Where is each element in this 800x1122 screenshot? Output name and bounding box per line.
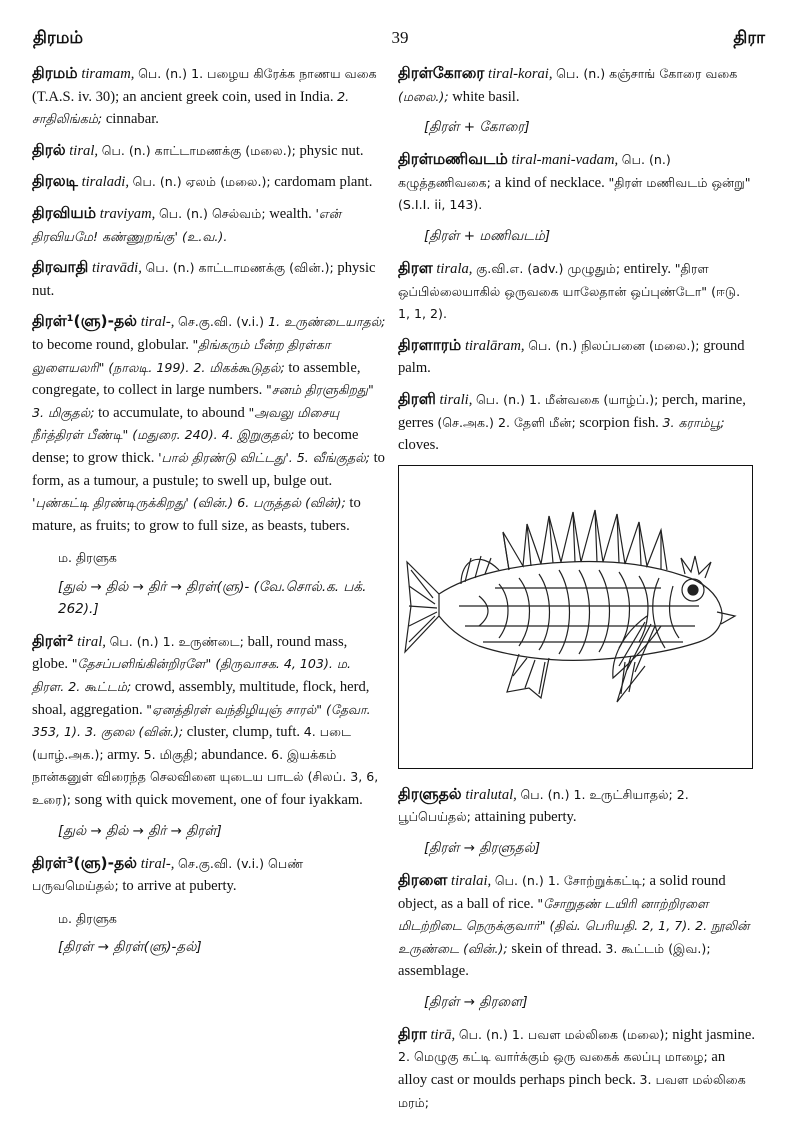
entry-text: பெ. (n.) ஏலம் bbox=[132, 174, 221, 190]
entry-text: 3. கராம்பூ; bbox=[662, 414, 725, 430]
headword: திரள்² bbox=[32, 631, 74, 650]
entry-text: (மலை.); bbox=[220, 174, 271, 190]
entry-text: to accumulate, to abound bbox=[94, 404, 249, 421]
entry-text: 1. உருட்சியாதல்; 2. பூப்பெய்தல்; bbox=[398, 786, 689, 825]
entry-text: attaining puberty. bbox=[470, 809, 577, 826]
dictionary-entry bbox=[398, 1023, 756, 1114]
scorpion-fish-drawing bbox=[399, 466, 751, 766]
dictionary-entry bbox=[32, 170, 386, 194]
entry-text: to form, as a tumour, a pustule; to swell up, bulge out. bbox=[32, 449, 385, 489]
cognate-line: ம. திரளுக bbox=[58, 910, 117, 926]
dictionary-entry bbox=[32, 139, 386, 163]
entry-text: crowd, assembly, multitude, flock, herd, shoal, aggregation. bbox=[32, 679, 370, 718]
entry-text: entirely. bbox=[620, 260, 675, 277]
transliteration: tiralāram, bbox=[464, 337, 525, 354]
entry-text: 1. உருண்டையாதல்; bbox=[268, 314, 386, 330]
entry-text: to mature, as fruits; to grow to full size, as beasts, tubers. bbox=[32, 495, 361, 534]
headword: திரவாதி bbox=[32, 258, 89, 277]
entry-text: "திரள் மணிவடம் ஒன்று" (S.I.I. ii, 143). bbox=[398, 174, 751, 213]
entry-text: 1. உருண்டை; bbox=[162, 633, 244, 649]
entry-text: 1. பழைய கிரேக்க நாணய வகை bbox=[191, 66, 377, 81]
entry-text: கு.வி.எ. (adv.) முழுதும்; bbox=[476, 260, 621, 276]
dictionary-entry bbox=[32, 310, 386, 537]
transliteration: tirā, bbox=[430, 1026, 456, 1043]
headword: திரளி bbox=[398, 389, 436, 408]
entry-text: a kind of necklace. bbox=[490, 174, 609, 191]
dictionary-entry bbox=[398, 148, 756, 217]
entry-text: பெ. (n.) காட்டாமணக்கு bbox=[101, 142, 246, 158]
entry-text: (செ.அக.) 2. தேளி மீன்; bbox=[437, 414, 576, 430]
headword: திரவியம் bbox=[32, 203, 97, 222]
etymology: [திரள் + கோரை] bbox=[424, 119, 530, 136]
entry-text: ground palm. bbox=[398, 337, 745, 377]
entry-text: a solid round object, as a ball of rice. bbox=[398, 872, 726, 912]
dictionary-entry bbox=[398, 388, 756, 457]
entry-text: 1. பவள மல்லிகை (மலை); bbox=[511, 1026, 669, 1042]
entry-text: to become round, globular. bbox=[32, 336, 193, 353]
dictionary-entry bbox=[32, 630, 386, 812]
dictionary-entry bbox=[398, 783, 756, 829]
transliteration: tiramam, bbox=[81, 66, 135, 82]
entry-text: perch, marine, gerres bbox=[398, 391, 746, 431]
entry-text: night jasmine. bbox=[668, 1026, 755, 1043]
transliteration: tiralutal, bbox=[465, 786, 517, 803]
entry-text: 'பால் திரண்டு விட்டது'. 5. வீங்குதல்; bbox=[158, 449, 370, 465]
entry-text: 5. மிகுதி; bbox=[143, 746, 198, 762]
headword: திரளை bbox=[398, 870, 448, 889]
entry-text: 1. மீன்வகை (யாழ்ப்.); bbox=[529, 391, 659, 407]
transliteration: tirala, bbox=[436, 260, 473, 277]
entry-text: "தேசப்பளிங்கின்றிரளே" (திருவாசக. 4, 103). ம. திரள. 2. கூட்டம்; bbox=[32, 656, 351, 695]
entry-text: (மலை.); bbox=[398, 88, 449, 104]
etymology: [திரள் + மணிவடம்] bbox=[424, 227, 551, 244]
dictionary-entry bbox=[32, 852, 386, 898]
entry-text: white basil. bbox=[448, 88, 520, 105]
etymology: [துல் → தில் → திர் → திரள்] bbox=[58, 822, 222, 839]
transliteration: tiral, bbox=[69, 142, 99, 159]
entry-text: பெ. (n.) காட்டாமணக்கு bbox=[145, 260, 290, 276]
headword: திரள்கோரை bbox=[398, 64, 485, 82]
entry-text: cloves. bbox=[398, 437, 439, 454]
entry-text: (மலை.); bbox=[245, 142, 296, 158]
transliteration: tiraladi, bbox=[81, 174, 130, 191]
transliteration: tiral-, bbox=[140, 855, 175, 872]
transliteration: tiral-mani-vadam, bbox=[511, 152, 619, 169]
entry-text: skein of thread. bbox=[507, 940, 606, 957]
headword: திரள்மணிவடம் bbox=[398, 150, 508, 169]
transliteration: tiralai, bbox=[451, 872, 492, 889]
entry-text: பெ. (n.) கஞ்சாங் கோரை வகை bbox=[556, 66, 738, 81]
entry-text: 2. மெழுகு கட்டி வார்க்கும் ஒரு வகைக் கலப்பு மாழை; bbox=[398, 1049, 708, 1065]
dictionary-entry bbox=[398, 334, 756, 380]
entry-text: an alloy cast or moulds perhaps pinch beck. bbox=[398, 1049, 726, 1089]
transliteration: traviyam, bbox=[99, 205, 156, 222]
headword: திரள்¹(ளு)-தல் bbox=[32, 312, 138, 331]
entry-text: "அவலு மிசையு நீர்த்திரள் பீண்டி" (மதுரை. 240). 4. இறுகுதல்; bbox=[32, 404, 340, 443]
transliteration: tiravādi, bbox=[92, 260, 142, 277]
entry-text: an ancient greek coin, used in India. bbox=[119, 88, 338, 105]
entry-text: (T.A.S. iv. 30); bbox=[32, 88, 120, 105]
transliteration: tiral-korai, bbox=[488, 66, 553, 82]
entry-text: 6. இயக்கம் நான்கனுள் விரைந்த செலவினை யுடைய பாடல் (சிலப். 3, 6, உரை); bbox=[32, 746, 379, 808]
entry-text: "திரள ஒப்பில்லையாகில் ஒருவகை யாலேதான் ஒப்புண்டோ" (ஈடு. 1, 1, 2). bbox=[398, 260, 741, 322]
entry-text: to arrive at puberty. bbox=[118, 878, 237, 895]
page-number: 39 bbox=[391, 28, 409, 47]
entry-text: 4. படை (யாழ்.அக.); bbox=[32, 724, 352, 762]
entry-text: physic nut. bbox=[295, 142, 364, 159]
entry-text: wealth. bbox=[265, 205, 316, 222]
entry-text: பெ. (n.) நிலப்பனை bbox=[528, 337, 649, 353]
dictionary-entry bbox=[398, 869, 756, 983]
dictionary-entry bbox=[398, 62, 756, 108]
headword: திரளுதல் bbox=[398, 784, 462, 803]
headword: திரல் bbox=[32, 140, 66, 159]
headword: திரள்³(ளு)-தல் bbox=[32, 853, 138, 872]
entry-text: cinnabar. bbox=[102, 111, 159, 128]
entry-text: assemblage. bbox=[398, 963, 469, 980]
entry-text: பெ. (n.) கழுத்தணிவகை; bbox=[398, 152, 671, 190]
entry-text: cardomam plant. bbox=[270, 174, 373, 191]
fish-illustration bbox=[398, 465, 753, 769]
transliteration: tirali, bbox=[439, 391, 473, 408]
entry-text: பெ. (n.) செல்வம்; bbox=[158, 205, 266, 221]
entry-text: செ.கு.வி. (v.i.) bbox=[178, 314, 269, 330]
entry-text: 3. பவள மல்லிகை மரம்; bbox=[398, 1072, 746, 1110]
entry-text: (வின்.); bbox=[289, 260, 334, 276]
entry-text: செ.கு.வி. (v.i.) பெண் பருவமெய்தல்; bbox=[32, 855, 304, 894]
transliteration: tiral, bbox=[77, 633, 106, 650]
entry-text: 1. சோற்றுக்கட்டி; bbox=[547, 872, 646, 888]
right-column bbox=[398, 62, 756, 1122]
entry-text: "சோறுதண் டயிரி னாற்றிரளை மிடற்றிடை நெருக்குவார்" (திவ். பெரியதி. 2, 1, 7). 2. நூலின் உருண்டை (வின்.); bbox=[398, 895, 750, 956]
entry-text: "ஏனத்திரள் வந்திழியுஞ் சாரல்" (தேவா. 353, 1). 3. குலை (வின்.); bbox=[32, 701, 371, 740]
etymology: [துல் → தில் → திர் → திரள்(ளு)- (வே.சொல்.க. பக். 262).] bbox=[58, 578, 367, 617]
entry-text: (மலை.); bbox=[648, 337, 700, 353]
entry-text: பெ. (n.) bbox=[138, 66, 192, 81]
entry-text: 'என் திரவியமே! கண்ணுறங்கு' (உ.வ.). bbox=[32, 205, 341, 244]
entry-text: 'புண்கட்டி திரண்டிருக்கிறது' (வின்.) 6. பருத்தல் (வின்); bbox=[32, 495, 346, 511]
dictionary-entry bbox=[32, 62, 386, 131]
entry-text: "திங்கரும் பீன்ற திரள்கா லுளையலரி" (நாலடி. 199). 2. மிகக்கூடுதல்; bbox=[32, 336, 331, 375]
entry-text: 3. கூட்டம் (இவ.); bbox=[605, 940, 711, 956]
entry-text: army. bbox=[103, 746, 144, 763]
running-head-left: திரமம் bbox=[33, 28, 84, 48]
headword: திரள bbox=[398, 258, 433, 277]
entry-text: cluster, clump, tuft. bbox=[183, 724, 304, 741]
etymology: [திரள் → திரளை] bbox=[424, 993, 528, 1010]
entry-text: பெ. (n.) bbox=[494, 872, 548, 888]
entry-text: song with quick movement, one of four iyakkam. bbox=[71, 792, 363, 809]
cognate-line: ம. திரளுக bbox=[58, 550, 117, 566]
left-column bbox=[32, 62, 386, 968]
headword: திரமம் bbox=[32, 64, 78, 82]
entry-text: abundance. bbox=[197, 746, 272, 763]
etymology: [திரள் → திரள்(ளு)-தல்] bbox=[58, 939, 202, 956]
etymology: [திரள் → திரளுதல்] bbox=[424, 839, 541, 856]
entry-text: ball, round mass, globe. bbox=[32, 633, 348, 673]
headword: திரா bbox=[398, 1024, 427, 1043]
entry-text: "சனம் திரளுகிறது" 3. மிகுதல்; bbox=[32, 382, 374, 420]
entry-text: to become dense; to grow thick. bbox=[32, 427, 359, 466]
transliteration: tiral-, bbox=[140, 314, 175, 331]
entry-text: scorpion fish. bbox=[575, 414, 663, 431]
entry-text: 2. சாதிலிங்கம்; bbox=[32, 88, 350, 127]
running-head-right: திரா bbox=[733, 28, 765, 48]
entry-text: to assemble, congregate, to collect in large numbers. bbox=[32, 359, 361, 399]
headword: திரளாரம் bbox=[398, 335, 462, 354]
entry-text: physic nut. bbox=[32, 260, 376, 299]
dictionary-entry bbox=[32, 256, 386, 302]
entry-text: பெ. (n.) bbox=[520, 786, 574, 802]
entry-text: பெ. (n.) bbox=[476, 391, 529, 407]
entry-text: பெ. (n.) bbox=[109, 633, 163, 649]
dictionary-entry bbox=[32, 202, 386, 248]
headword: திரலடி bbox=[32, 172, 78, 191]
dictionary-entry bbox=[398, 257, 756, 326]
entry-text: பெ. (n.) bbox=[458, 1026, 512, 1042]
